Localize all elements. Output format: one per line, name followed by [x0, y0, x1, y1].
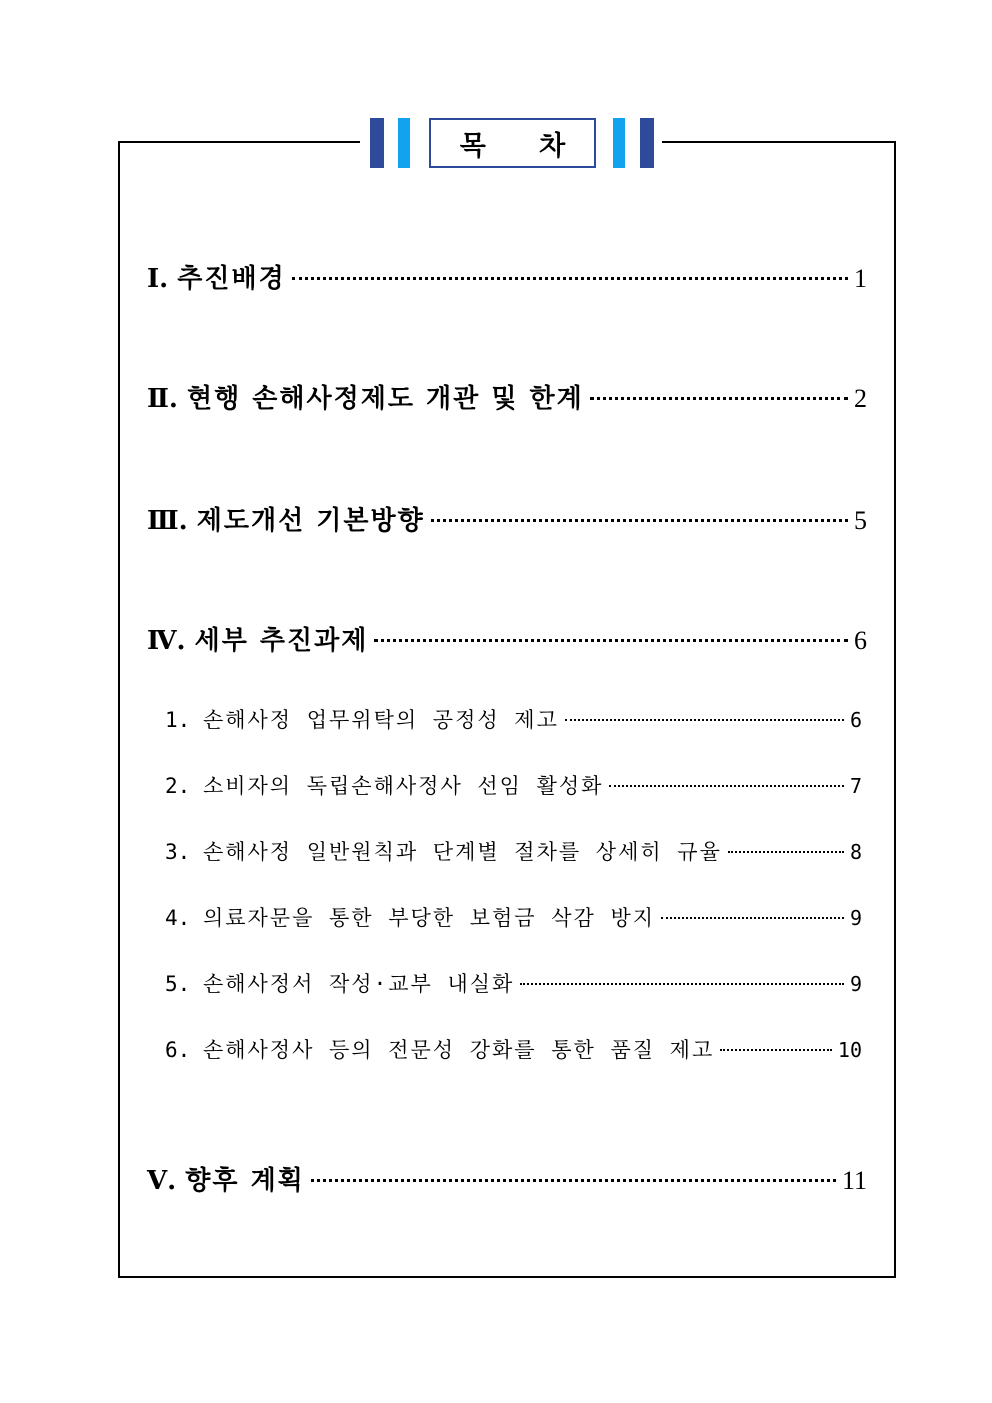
dot-leader [374, 639, 848, 642]
toc-subitem-title: 손해사정 업무위탁의 공정성 제고 [202, 708, 559, 732]
toc-subitem-1[interactable] [165, 704, 862, 734]
title-decor-bar-dark-right [640, 118, 654, 168]
title-decor-bar-light-left [398, 118, 410, 168]
dot-leader [609, 785, 844, 787]
toc-item-section-1[interactable] [147, 258, 867, 295]
toc-item-page: 2 [854, 384, 867, 413]
toc-subitem-number: 2. [165, 774, 203, 798]
toc-subitem-number: 4. [165, 906, 203, 930]
toc-item-title: 세부 추진과제 [194, 626, 369, 656]
title-decor-bar-light-right [613, 118, 625, 168]
toc-item-section-4[interactable] [147, 620, 867, 657]
toc-subitem-number: 6. [165, 1038, 203, 1062]
toc-subitem-page: 10 [837, 1038, 862, 1062]
dot-leader [520, 983, 844, 985]
toc-subitem-number: 1. [165, 708, 203, 732]
toc-subitem-page: 9 [849, 906, 862, 930]
toc-item-title: 향후 계획 [185, 1166, 305, 1196]
toc-item-page: 11 [841, 1166, 867, 1195]
toc-item-title: 추진배경 [177, 264, 286, 294]
dot-leader [431, 519, 848, 522]
toc-subitem-2[interactable] [165, 770, 862, 800]
dot-leader [292, 277, 848, 280]
toc-item-page: 6 [854, 626, 867, 655]
toc-subitem-title: 소비자의 독립손해사정사 선임 활성화 [202, 774, 604, 798]
toc-subitem-number: 5. [165, 972, 203, 996]
dot-leader [565, 719, 844, 721]
toc-item-number: Ⅳ. [147, 626, 195, 656]
toc-item-section-3[interactable] [147, 500, 867, 537]
title-box [429, 118, 596, 168]
toc-subitem-page: 7 [849, 774, 862, 798]
toc-item-title: 현행 손해사정제도 개관 및 한계 [187, 384, 584, 414]
toc-item-number: Ⅴ. [147, 1166, 186, 1196]
dot-leader [661, 917, 844, 919]
toc-item-page: 5 [854, 506, 867, 535]
toc-subitem-page: 8 [849, 840, 862, 864]
title-decor-bar-dark-left [370, 118, 384, 168]
toc-subitem-4[interactable] [165, 902, 862, 932]
toc-subitem-title: 손해사정서 작성·교부 내실화 [202, 972, 515, 996]
toc-subitem-number: 3. [165, 840, 203, 864]
toc-subitem-5[interactable] [165, 968, 862, 998]
toc-item-number: Ⅲ. [147, 506, 197, 536]
dot-leader [728, 851, 844, 853]
toc-subitem-title: 의료자문을 통한 부당한 보험금 삭감 방지 [202, 906, 656, 930]
dot-leader [590, 397, 848, 400]
toc-subitem-page: 9 [849, 972, 862, 996]
dot-leader [720, 1049, 832, 1051]
page-title: 목 차 [459, 130, 588, 162]
toc-subitem-page: 6 [849, 708, 862, 732]
toc-item-number: Ⅰ. [147, 264, 178, 294]
toc-item-number: Ⅱ. [147, 384, 188, 414]
toc-subitem-title: 손해사정사 등의 전문성 강화를 통한 품질 제고 [202, 1038, 715, 1062]
toc-item-section-2[interactable] [147, 378, 867, 415]
toc-subitem-3[interactable] [165, 836, 862, 866]
toc-subitem-title: 손해사정 일반원칙과 단계별 절차를 상세히 규율 [202, 840, 722, 864]
toc-item-title: 제도개선 기본방향 [196, 506, 425, 536]
dot-leader [311, 1179, 836, 1182]
toc-subitem-6[interactable] [165, 1034, 862, 1064]
toc-item-section-5[interactable] [147, 1160, 867, 1197]
toc-item-page: 1 [854, 264, 867, 293]
